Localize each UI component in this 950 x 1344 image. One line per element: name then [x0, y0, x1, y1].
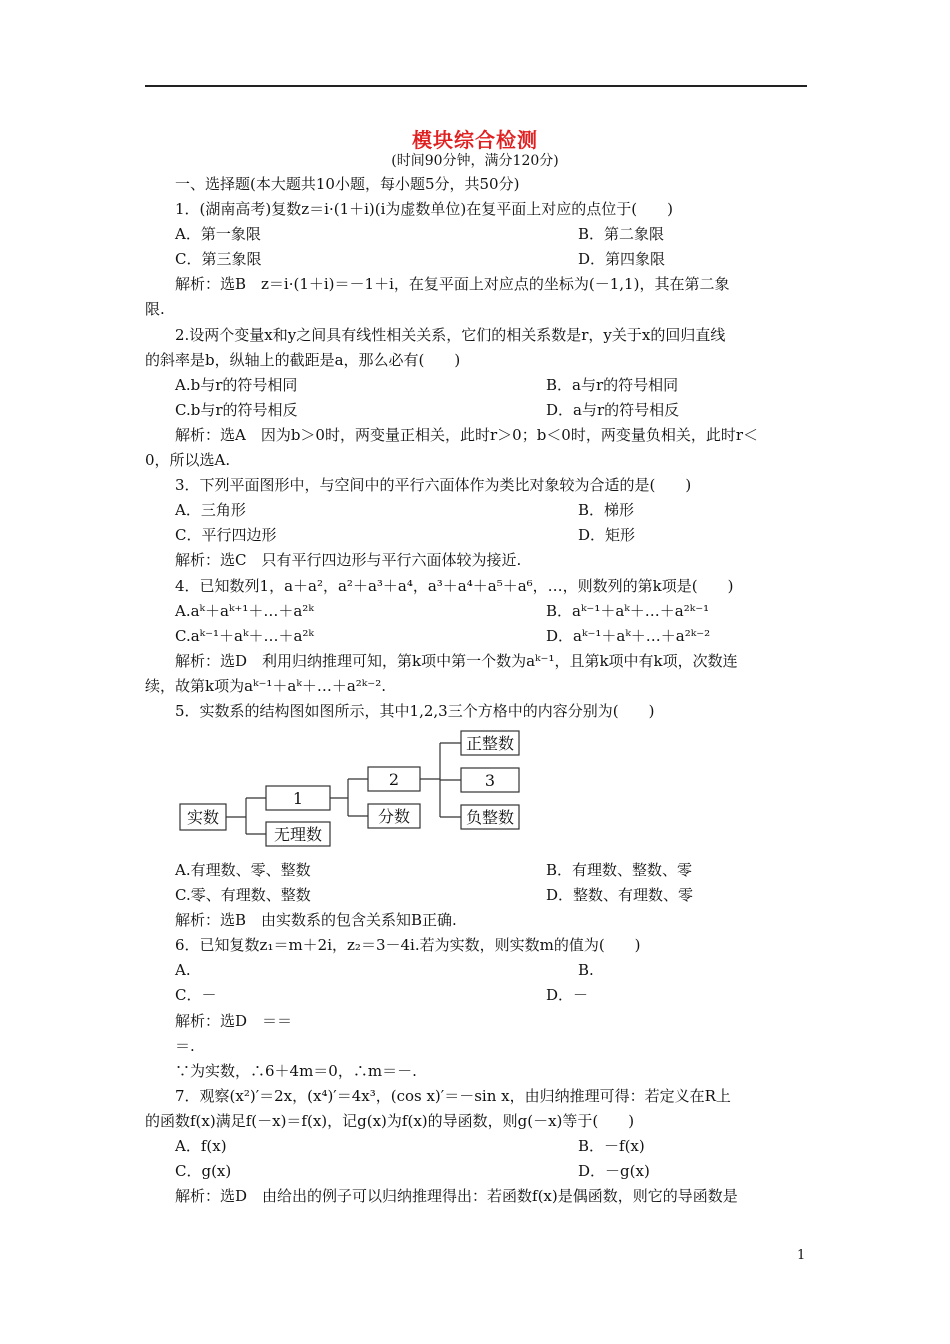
- diagram-label-fraction: 分数: [377, 807, 411, 826]
- q1-solution-line1: 解析：选B z＝i·(1＋i)＝－1＋i，在复平面上对应点的坐标为(－1,1)，其在第二象: [175, 275, 730, 293]
- q5-option-c: C.零、有理数、整数: [175, 886, 311, 904]
- q7-option-b: B．－f(x): [578, 1137, 645, 1155]
- section-heading: 一、选择题(本大题共10小题，每小题5分，共50分): [175, 175, 520, 193]
- q3-option-c: C．平行四边形: [175, 526, 277, 544]
- q4-option-b: B．aᵏ⁻¹＋aᵏ＋…＋a²ᵏ⁻¹: [546, 602, 710, 620]
- q6-option-b: B.: [578, 961, 594, 979]
- q6-solution-line3: ∵为实数，∴6＋4m＝0，∴m＝－.: [175, 1062, 417, 1080]
- q5-option-d: D．整数、有理数、零: [546, 886, 694, 904]
- q4-solution-line2: 续，故第k项为aᵏ⁻¹＋aᵏ＋…＋a²ᵏ⁻².: [145, 677, 386, 695]
- q6-option-d: D．－: [546, 986, 589, 1004]
- q6-stem: 6．已知复数z₁＝m＋2i，z₂＝3－4i.若为实数，则实数m的值为( ): [175, 936, 641, 954]
- q5-stem: 5．实数系的结构图如图所示，其中1,2,3三个方格中的内容分别为( ): [175, 702, 655, 720]
- diagram-label-root: 实数: [186, 808, 220, 827]
- q1-option-b: B．第二象限: [578, 225, 665, 243]
- q7-stem-line2: 的函数f(x)满足f(－x)＝f(x)，记g(x)为f(x)的导函数，则g(－x)等于( ): [145, 1112, 635, 1130]
- q7-stem-line1: 7．观察(x²)′＝2x，(x⁴)′＝4x³，(cos x)′＝－sin x，由归纳推理可得：若定义在R上: [175, 1087, 731, 1105]
- q2-option-d: D．a与r的符号相反: [546, 401, 680, 419]
- page-number: 1: [797, 1248, 806, 1263]
- q1-option-d: D．第四象限: [578, 250, 666, 268]
- q4-solution-line1: 解析：选D 利用归纳推理可知，第k项中第一个数为aᵏ⁻¹，且第k项中有k项，次数连: [175, 652, 738, 670]
- q5-solution: 解析：选B 由实数系的包含关系知B正确.: [175, 911, 457, 929]
- diagram-label-2: 2: [388, 770, 400, 789]
- q4-option-c: C.aᵏ⁻¹＋aᵏ＋…＋a²ᵏ: [175, 627, 314, 645]
- page-title: 模块综合检测: [412, 128, 538, 152]
- diagram-label-irrational: 无理数: [273, 825, 323, 844]
- q7-option-a: A．f(x): [175, 1137, 227, 1155]
- q6-option-a: A.: [175, 961, 191, 979]
- q2-stem-line1: 2.设两个变量x和y之间具有线性相关关系，它们的相关系数是r，y关于x的回归直线: [175, 326, 726, 344]
- q1-option-c: C．第三象限: [175, 250, 262, 268]
- q6-solution-line2: ＝.: [175, 1037, 195, 1055]
- diagram-label-1: 1: [292, 789, 304, 808]
- q3-solution: 解析：选C 只有平行四边形与平行六面体较为接近.: [175, 551, 522, 569]
- q3-option-b: B．梯形: [578, 501, 635, 519]
- q2-option-a: A.b与r的符号相同: [175, 376, 298, 394]
- page-subtitle: (时间90分钟，满分120分): [391, 153, 559, 169]
- q2-option-c: C.b与r的符号相反: [175, 401, 298, 419]
- q6-solution-line1: 解析：选D ＝＝: [175, 1012, 293, 1030]
- q4-stem: 4．已知数列1，a＋a²，a²＋a³＋a⁴，a³＋a⁴＋a⁵＋a⁶，…，则数列的第k项是( ): [175, 577, 734, 595]
- q6-option-c: C．－: [175, 986, 217, 1004]
- real-number-structure-diagram: [170, 725, 540, 855]
- q5-option-a: A.有理数、零、整数: [175, 861, 311, 879]
- q2-solution-line2: 0，所以选A.: [145, 451, 231, 469]
- q7-option-c: C．g(x): [175, 1162, 232, 1180]
- q4-option-a: A.aᵏ＋aᵏ⁺¹＋…＋a²ᵏ: [175, 602, 314, 620]
- q1-stem: 1．(湖南高考)复数z＝i·(1＋i)(i为虚数单位)在复平面上对应的点位于( ): [175, 200, 673, 218]
- diagram-label-positive-integer: 正整数: [465, 734, 515, 753]
- q1-option-a: A．第一象限: [175, 225, 261, 243]
- q5-option-b: B．有理数、整数、零: [546, 861, 693, 879]
- q7-option-d: D．－g(x): [578, 1162, 650, 1180]
- q2-option-b: B．a与r的符号相同: [546, 376, 679, 394]
- q4-option-d: D．aᵏ⁻¹＋aᵏ＋…＋a²ᵏ⁻²: [546, 627, 711, 645]
- header-rule: [145, 85, 807, 87]
- q7-solution: 解析：选D 由给出的例子可以归纳推理得出：若函数f(x)是偶函数，则它的导函数是: [175, 1187, 738, 1205]
- q2-stem-line2: 的斜率是b，纵轴上的截距是a，那么必有( ): [145, 351, 461, 369]
- q1-solution-line2: 限.: [145, 300, 165, 318]
- diagram-label-negative-integer: 负整数: [465, 808, 515, 827]
- q3-stem: 3．下列平面图形中，与空间中的平行六面体作为类比对象较为合适的是( ): [175, 476, 692, 494]
- q2-solution-line1: 解析：选A 因为b＞0时，两变量正相关，此时r＞0；b＜0时，两变量负相关，此时r＜: [175, 426, 759, 444]
- q3-option-a: A．三角形: [175, 501, 246, 519]
- diagram-label-3: 3: [484, 771, 496, 790]
- q3-option-d: D．矩形: [578, 526, 636, 544]
